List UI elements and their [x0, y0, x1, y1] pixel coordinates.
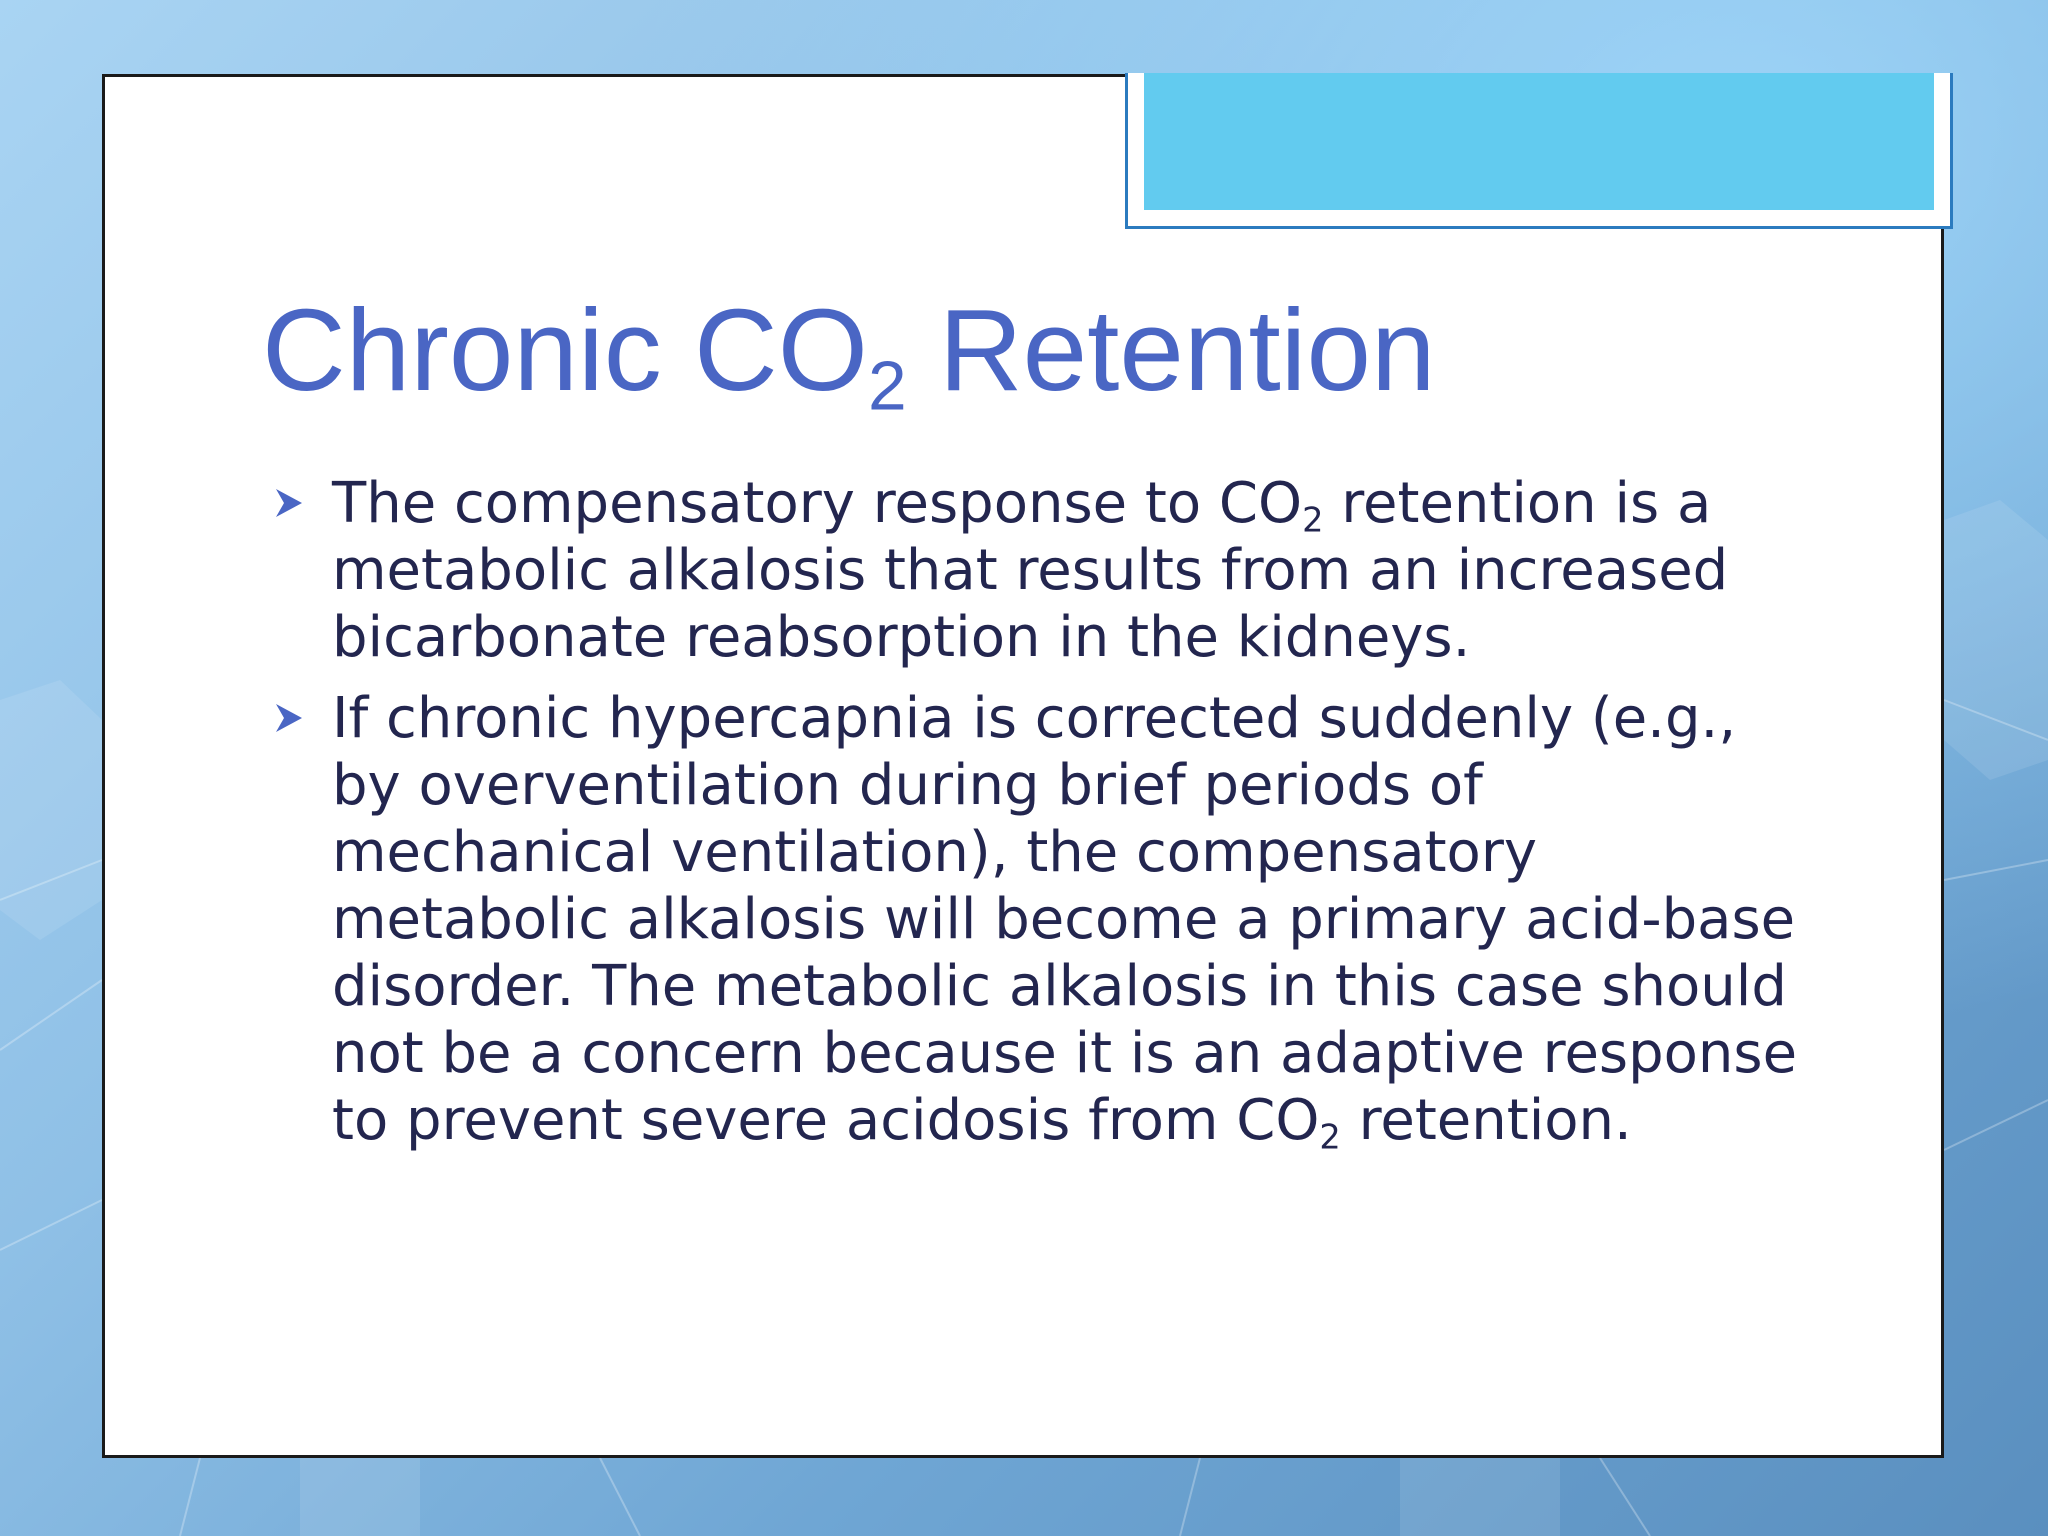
bullet-list: [270, 470, 1800, 1168]
slide-title-rest: Retention: [906, 285, 1436, 415]
bullet-text-2-part: If chronic hypercapnia is corrected suddenly (e.g., by overventilation during brief periods of mechanical ventilation), the compensatory metabolic alkalosis will become a primary acid-base disorder. The metabolic alkalosis in this case should not be a concern because it is an adaptive response to prevent severe acidosis from CO: [332, 686, 1798, 1153]
slide-title-main: Chronic CO: [262, 285, 868, 415]
slide-title-subscript: 2: [867, 346, 907, 425]
bullet-text-1-subscript: 2: [1302, 500, 1324, 540]
arrowhead-bullet-icon: [274, 486, 304, 520]
arrowhead-bullet-icon: [274, 701, 304, 735]
bullet-text-1-rest: retention is a metabolic alkalosis that results from an increased bicarbonate reabsorption in the kidneys.: [332, 471, 1729, 670]
slide-title: [262, 280, 1436, 425]
bullet-item-2: [270, 685, 1800, 1157]
accent-frame: [1125, 73, 1953, 229]
accent-block: [1144, 73, 1934, 210]
bullet-text-2: [332, 686, 1798, 1157]
bullet-text-2-subscript: 2: [1319, 1117, 1341, 1157]
bullet-text-1-part: The compensatory response to CO: [332, 471, 1303, 536]
bullet-text-2-rest: retention.: [1340, 1088, 1632, 1153]
bullet-text-1: [332, 471, 1728, 670]
bullet-item-1: [270, 470, 1800, 671]
